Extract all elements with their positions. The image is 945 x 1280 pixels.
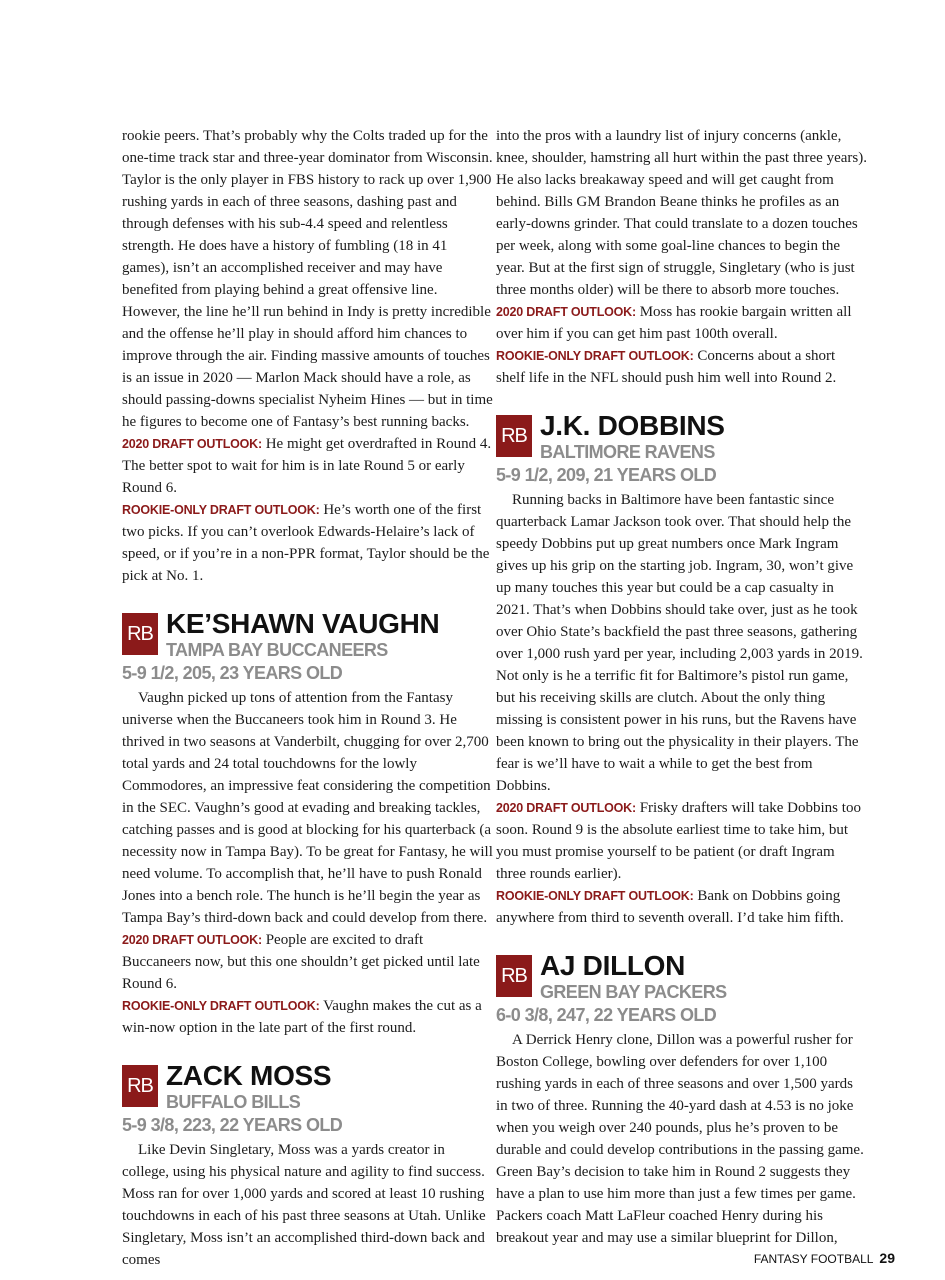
position-badge: RB [496, 415, 532, 457]
draft-outlook-label: 2020 DRAFT OUTLOOK: [122, 437, 262, 451]
player-team: GREEN BAY PACKERS [540, 982, 727, 1002]
draft-outlook-text: Frisky drafters will take Dobbins too soon. Round 9 is the absolute earliest time to take him, but you must promise yourself to be patient (or draft Ingram three rounds earlier). [496, 800, 861, 882]
player-measurables: 6-0 3/8, 247, 22 YEARS OLD [496, 1005, 717, 1025]
rookie-outlook-text: Bank on Dobbins going anywhere from third to seventh overall. I’d take him fifth. [496, 888, 844, 926]
rookie-outlook-label: ROOKIE-ONLY DRAFT OUTLOOK: [122, 999, 320, 1013]
draft-outlook-label: 2020 DRAFT OUTLOOK: [122, 933, 262, 947]
taylor-body-continued: rookie peers. That’s probably why the Colts traded up for the one-time track star and three-year dominator from Wisconsin. Taylor is the only player in FBS history to rack up over 1,900 rushing yards in each of three seasons, dashing past and through defenses with his sub-4.4 speed and relentless strength. He does have a history of fumbling (18 in 41 games), isn’t an accomplished receiver and may have benefited from playing behind a great offensive line. However, the line he’ll run behind in Indy is pretty incredible and the offense he’ll play in should afford him chances to improve through the air. Finding massive amounts of touches is an issue in 2020 — Marlon Mack should have a role, as should passing-downs specialist Nyheim Hines — but in time he figures to become one of Fantasy’s best running backs. [122, 128, 493, 430]
taylor-draft-outlook [122, 433, 494, 499]
dobbins-rookie-outlook [496, 885, 868, 929]
rookie-outlook-label: ROOKIE-ONLY DRAFT OUTLOOK: [122, 503, 320, 517]
moss-rookie-outlook [496, 345, 868, 389]
position-badge: RB [122, 613, 158, 655]
rookie-outlook-label: ROOKIE-ONLY DRAFT OUTLOOK: [496, 349, 694, 363]
moss-draft-outlook [496, 301, 868, 345]
moss-body-continued: into the pros with a laundry list of injury concerns (ankle, knee, shoulder, hamstring all hurt within the past three years). He also lacks breakaway speed and will get caught from behind. Bills GM Brandon Beane thinks he profiles as an early-downs grinder. That could translate to a dozen touches per week, along with some goal-line chances to begin the year. But at the first sign of struggle, Singletary (who is just three months older) will be there to absorb more touches. [496, 128, 867, 298]
vaughn-draft-outlook [122, 929, 494, 995]
player-name: AJ DILLON [540, 950, 686, 981]
rookie-outlook-label: ROOKIE-ONLY DRAFT OUTLOOK: [496, 889, 694, 903]
rookie-outlook-text: Vaughn makes the cut as a win-now option in the late part of the first round. [122, 998, 482, 1036]
section-title: FANTASY FOOTBALL [753, 1252, 874, 1266]
dillon-body: A Derrick Henry clone, Dillon was a powerful rusher for Boston College, bowling over defenders for over 1,100 rushing yards in each of three seasons and over 1,500 yards in two of three. Running the 40-yard dash at 4.53 is no joke when you weigh over 240 pounds, plus he’s proven to be durable and could develop contributions in the passing game. Green Bay’s decision to take him in Round 2 suggests they have a plan to use him more than just a few times per game. Packers coach Matt LaFleur coached Henry during his breakout year and may use a similar blueprint for Dillon, [496, 1032, 864, 1246]
page-number: 29 [879, 1250, 895, 1266]
vaughn-rookie-outlook [122, 995, 494, 1039]
dobbins-body: Running backs in Baltimore have been fantastic since quarterback Lamar Jackson took over. That should help the speedy Dobbins put up great numbers once Mark Ingram gives up his grip on the starting job. Ingram, 30, won’t give up many touches this year but could be a cap casualty in 2021. That’s when Dobbins should take over, just as he took over Ohio State’s backfield the past three seasons, gathering over 1,000 rush yard per year, including 2,003 yards in 2019. Not only is he a terrific fit for Baltimore’s pistol run game, but his receiving skills are clutch. About the only thing missing is consistent power in his runs, but the Ravens have been known to bring out the physicality in their players. The fear is we’ll have to wait a while to get the best from Dobbins. [496, 492, 863, 794]
player-name: KE’SHAWN VAUGHN [166, 608, 440, 639]
draft-outlook-text: He might get overdrafted in Round 4. The better spot to wait for him is in late Round 5 or early Round 6. [122, 436, 492, 496]
player-measurables: 5-9 3/8, 223, 22 YEARS OLD [122, 1115, 343, 1135]
vaughn-body: Vaughn picked up tons of attention from the Fantasy universe when the Buccaneers took him in Round 3. He thrived in two seasons at Vanderbilt, chugging for over 2,700 total yards and 24 total touchdowns for the lowly Commodores, an impressive feat considering the competition in the SEC. Vaughn’s good at evading and breaking tackles, catching passes and is good at blocking for his quarterback (a necessity now in Tampa Bay). To be great for Fantasy, he will need volume. To accomplish that, he’ll have to push Ronald Jones into a bench role. The hunch is he’ll begin the year as Tampa Bay’s third-down back and could develop from there. [122, 690, 493, 926]
right-column [496, 125, 868, 1249]
vaughn-header [122, 609, 494, 661]
player-measurables: 5-9 1/2, 209, 21 YEARS OLD [496, 465, 717, 485]
player-team: BALTIMORE RAVENS [540, 442, 715, 462]
dillon-header [496, 951, 868, 1003]
draft-outlook-text: People are excited to draft Buccaneers now, but this one shouldn’t get picked until late Round 6. [122, 932, 480, 992]
taylor-rookie-outlook [122, 499, 494, 587]
rookie-outlook-text: He’s worth one of the first two picks. If you can’t overlook Edwards-Helaire’s lack of speed, or if you’re in a non-PPR format, Taylor should be the pick at No. 1. [122, 502, 490, 584]
moss-body: Like Devin Singletary, Moss was a yards creator in college, using his physical nature and agility to find success. Moss ran for over 1,000 yards and scored at least 10 rushing touchdowns in each of his past three seasons at Utah. Unlike Singletary, Moss isn’t an accomplished third-down back and comes [122, 1142, 486, 1268]
draft-outlook-label: 2020 DRAFT OUTLOOK: [496, 801, 636, 815]
dobbins-draft-outlook [496, 797, 868, 885]
player-name: J.K. DOBBINS [540, 410, 725, 441]
draft-outlook-label: 2020 DRAFT OUTLOOK: [496, 305, 636, 319]
player-team: BUFFALO BILLS [166, 1092, 301, 1112]
draft-outlook-text: Moss has rookie bargain written all over him if you can get him past 100th overall. [496, 304, 852, 342]
page-footer [754, 1250, 895, 1266]
player-name: ZACK MOSS [166, 1060, 332, 1091]
position-badge: RB [122, 1065, 158, 1107]
rookie-outlook-text: Concerns about a short shelf life in the NFL should push him well into Round 2. [496, 348, 837, 386]
position-badge: RB [496, 955, 532, 997]
moss-header [122, 1061, 494, 1113]
left-column [122, 125, 494, 1271]
player-team: TAMPA BAY BUCCANEERS [166, 640, 388, 660]
player-measurables: 5-9 1/2, 205, 23 YEARS OLD [122, 663, 343, 683]
dobbins-header [496, 411, 868, 463]
